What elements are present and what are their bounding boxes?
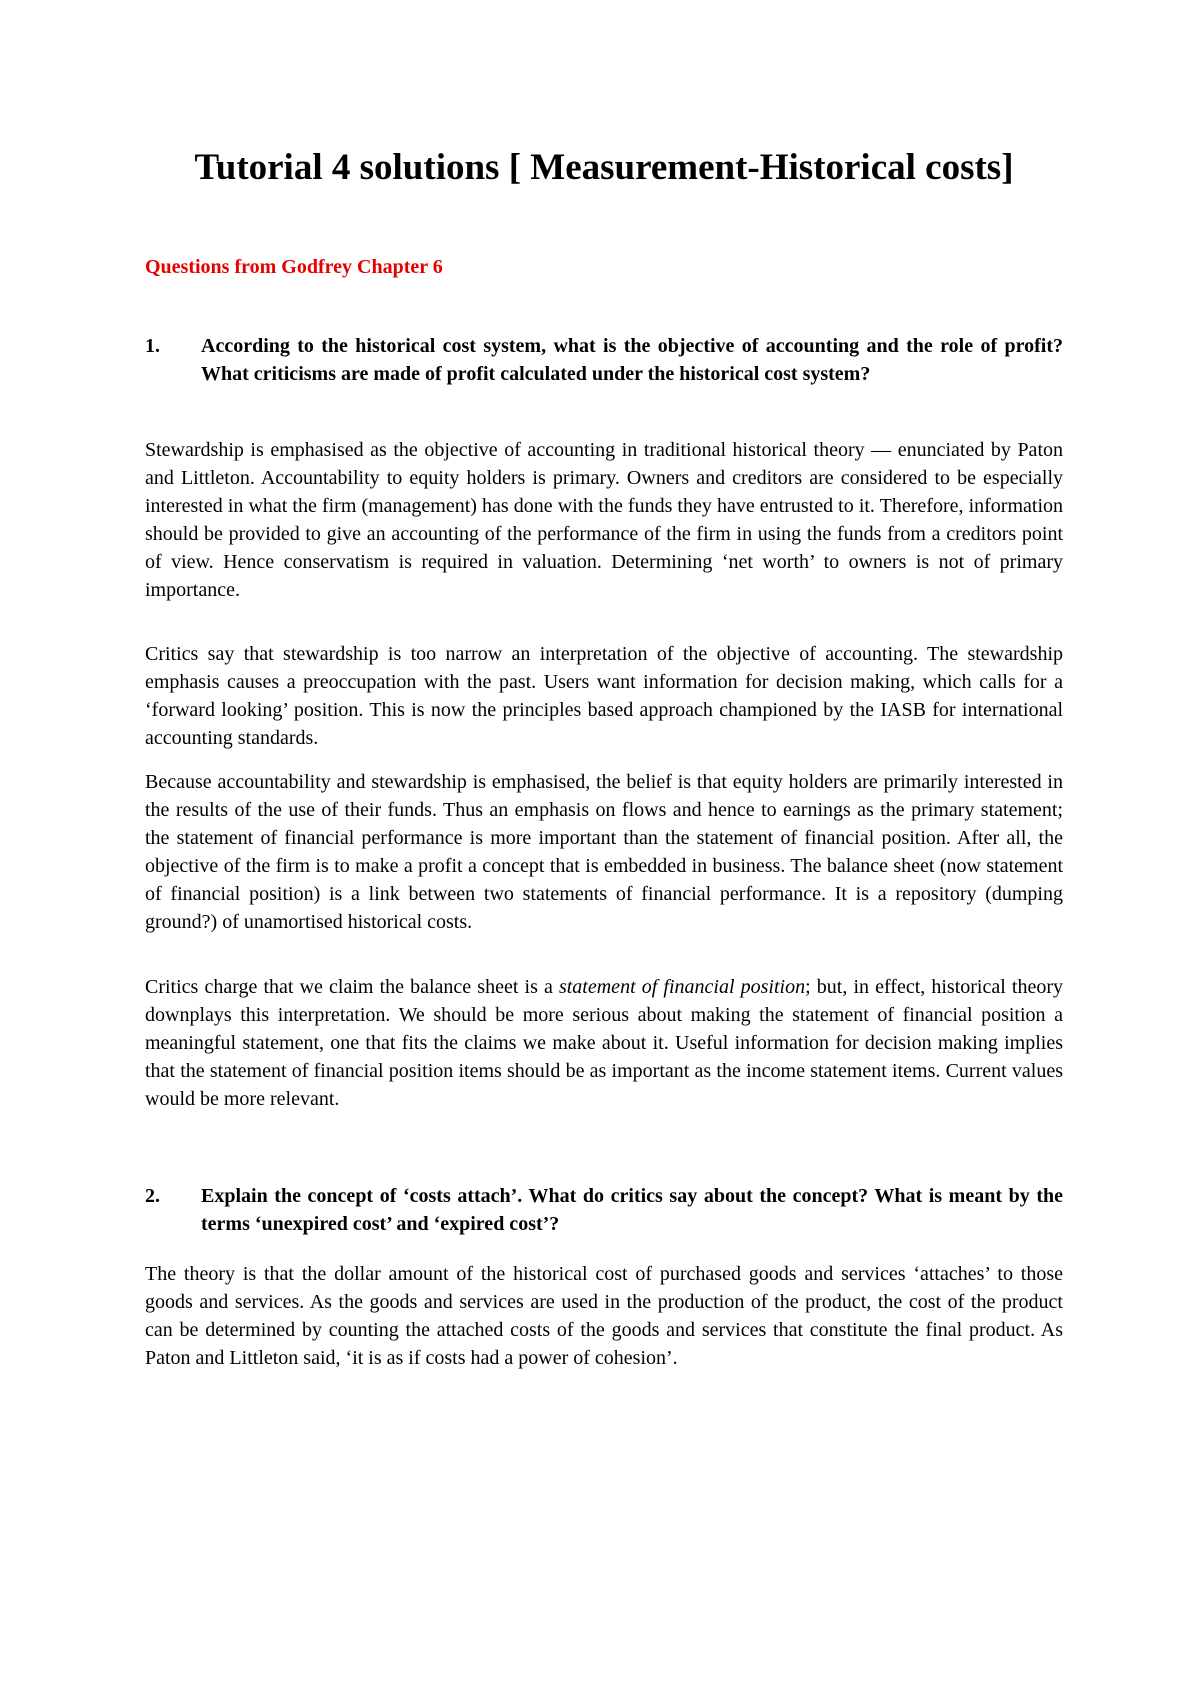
answer-1-paragraph-4-start: Critics charge that we claim the balance sheet is a [145,976,559,998]
document-subtitle: Questions from Godfrey Chapter 6 [145,256,443,278]
document-title: Tutorial 4 solutions [ Measurement-Historical costs] [194,147,1014,188]
question-2-text: Explain the concept of ‘costs attach’. What do critics say about the concept? What is meant by the terms ‘unexpired cost’ and ‘expired cost’? [201,1185,1063,1235]
question-1-number: 1. [145,335,160,357]
answer-1-paragraph-1: Stewardship is emphasised as the objective of accounting in traditional historical theory — enunciated by Paton and Littleton. Accountability to equity holders is primary. Owners and creditors are considered to be especially interested in what the firm (management) has done with the funds they have entrusted to it. Therefore, information should be provided to give an accounting of the performance of the firm in using the funds from a creditors point of view. Hence conservatism is required in valuation. Determining ‘net worth’ to owners is not of primary importance. [145,439,1063,601]
question-2 [145,1182,1063,1238]
answer-1-paragraph-3: Because accountability and stewardship is emphasised, the belief is that equity holders are primarily interested in the results of the use of their funds. Thus an emphasis on flows and hence to earnings as the primary statement; the statement of financial performance is more important than the statement of financial position. After all, the objective of the firm is to make a profit a concept that is embedded in business. The balance sheet (now statement of financial position) is a link between two statements of financial performance. It is a repository (dumping ground?) of unamortised historical costs. [145,771,1063,933]
question-1 [145,332,1063,388]
answer-1-paragraph-4 [145,973,1063,1113]
answer-2-paragraph-1: The theory is that the dollar amount of the historical cost of purchased goods and services ‘attaches’ to those goods and services. As the goods and services are used in the production of the product, the cost of the product can be determined by counting the attached costs of the goods and services that constitute the final product. As Paton and Littleton said, ‘it is as if costs had a power of cohesion’. [145,1263,1063,1369]
question-2-number: 2. [145,1185,160,1207]
answer-1-paragraph-4-end: ; but, in effect, historical theory downplays this interpretation. We should be more serious about making the statement of financial position a meaningful statement, one that fits the claims we make about it. Useful information for decision making implies that the statement of financial position items should be as important as the income statement items. Current values would be more relevant. [145,976,1064,1110]
question-1-text: According to the historical cost system, what is the objective of accounting and the role of profit? What criticisms are made of profit calculated under the historical cost system? [201,335,1063,385]
answer-1-paragraph-4-emphasis: statement of financial position [558,976,806,998]
answer-1-paragraph-2: Critics say that stewardship is too narrow an interpretation of the objective of accounting. The stewardship emphasis causes a preoccupation with the past. Users want information for decision making, which calls for a ‘forward looking’ position. This is now the principles based approach championed by the IASB for international accounting standards. [145,643,1063,749]
